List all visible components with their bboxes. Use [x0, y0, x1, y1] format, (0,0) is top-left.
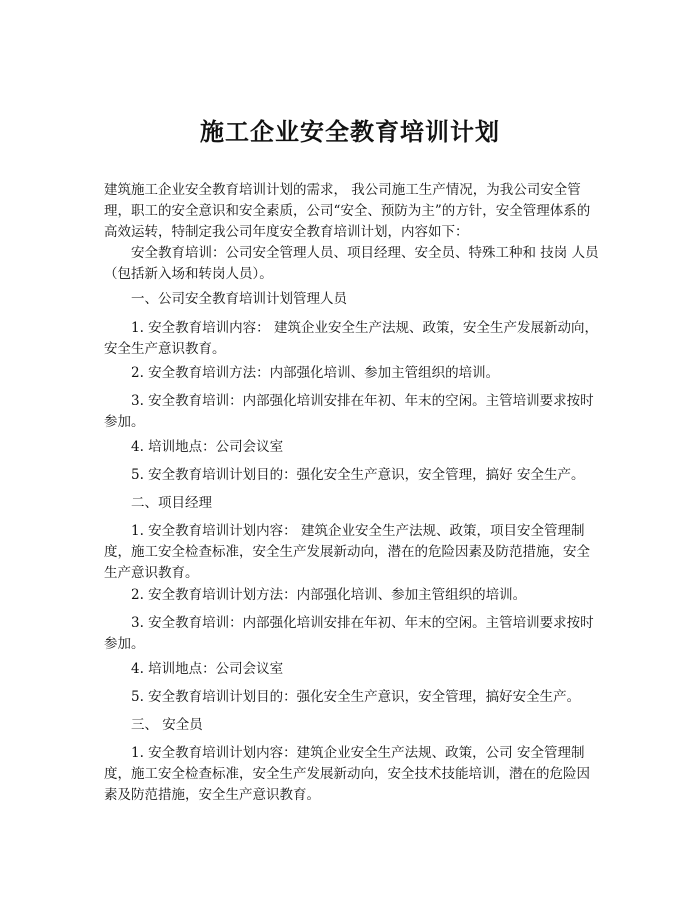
list-item: 2. 安全教育培训方法：内部强化培训、参加主管组织的培训。 — [131, 365, 500, 381]
list-item: 1. 安全教育培训内容： 建筑企业安全生产法规、政策，安全生产发展新动向，安全生产意识教育。 — [104, 320, 598, 357]
document-title: 施工企业安全教育培训计划 — [200, 117, 500, 146]
list-item: 5. 安全教育培训计划目的：强化安全生产意识，安全管理，搞好 安全生产。 — [131, 467, 585, 483]
section-heading-2: 二、项目经理 — [131, 495, 212, 511]
list-item: 4. 培训地点：公司会议室 — [131, 661, 284, 677]
training-scope-paragraph: 安全教育培训：公司安全管理人员、项目经理、安全员、特殊工种和 技岗 人员（包括新入场和转岗人员）。 — [104, 245, 599, 282]
section-heading-3: 三、 安全员 — [131, 717, 203, 733]
section-heading-1: 一、公司安全教育培训计划管理人员 — [131, 291, 347, 307]
list-item: 2. 安全教育培训计划方法：内部强化培训、参加主管组织的培训。 — [131, 587, 527, 603]
list-item: 4. 培训地点：公司会议室 — [131, 439, 284, 455]
list-item: 3. 安全教育培训：内部强化培训安排在年初、年末的空闲。主管培训要求按时参加。 — [104, 393, 594, 430]
list-item: 5. 安全教育培训计划目的：强化安全生产意识，安全管理，搞好安全生产。 — [131, 689, 581, 705]
list-item: 1. 安全教育培训计划内容：建筑企业安全生产法规、政策，公司 安全管理制度，施工安全检查标准，安全生产发展新动向，安全技术技能培训，潜在的危险因素及防范措施，安全生产意识教育。 — [104, 745, 590, 803]
intro-paragraph: 建筑施工企业安全教育培训计划的需求， 我公司施工生产情况，为我公司安全管理，职工的安全意识和安全素质，公司“安全、预防为主”的方针，安全管理体系的高效运转，特制定我公司年度安全教育培训计划，内容如下： — [104, 182, 591, 240]
list-item: 3. 安全教育培训：内部强化培训安排在年初、年末的空闲。主管培训要求按时参加。 — [104, 615, 594, 652]
list-item: 1. 安全教育培训计划内容： 建筑企业安全生产法规、政策，项目安全管理制度，施工安全检查标准，安全生产发展新动向，潜在的危险因素及防范措施，安全生产意识教育。 — [104, 523, 590, 581]
